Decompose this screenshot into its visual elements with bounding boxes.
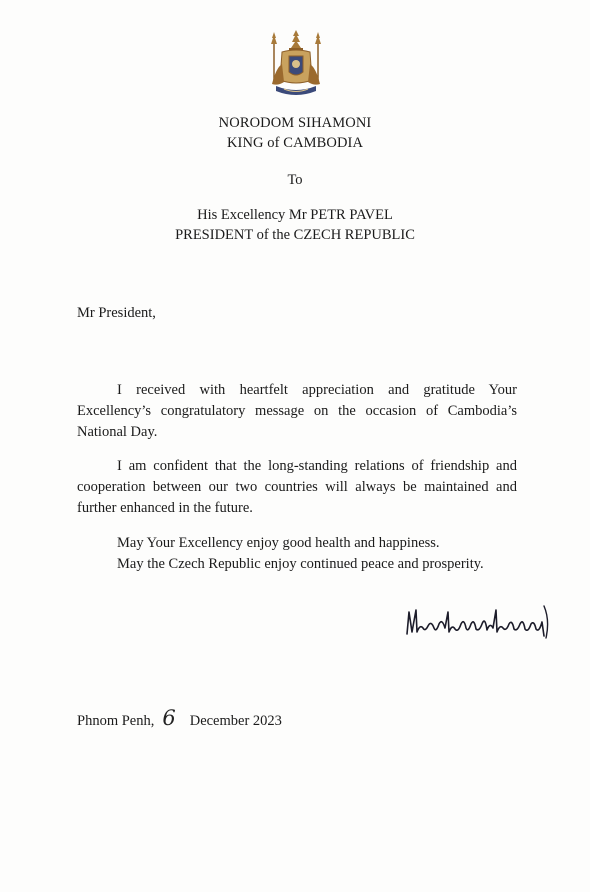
place-label: Phnom Penh,: [77, 713, 155, 729]
month-year: December 2023: [189, 713, 282, 729]
royal-coat-of-arms-icon: [262, 28, 330, 100]
closing-wishes: [117, 533, 484, 575]
sender-name: NORODOM SIHAMONI: [218, 115, 372, 131]
date-line: [77, 706, 282, 730]
recipient-title: PRESIDENT of the CZECH REPUBLIC: [175, 227, 415, 243]
body-paragraph-1: I received with heartfelt appreciation and gratitude Your Excellency’s congratulatory message on the occasion of Cambodia’s National Day.: [77, 382, 517, 440]
sender-block: [0, 113, 590, 153]
wish-line-1: May Your Excellency enjoy good health and happiness.: [117, 535, 440, 551]
recipient-block: [0, 205, 590, 245]
handwritten-day: 6: [162, 706, 176, 730]
handwritten-signature-icon: [404, 602, 554, 640]
salutation: Mr President,: [77, 305, 156, 321]
body-paragraph-2: I am confident that the long-standing relations of friendship and cooperation between our two countries will always be maintained and further enhanced in the future.: [77, 458, 517, 516]
to-label: To: [287, 172, 303, 188]
sender-title: KING of CAMBODIA: [226, 135, 364, 151]
recipient-name: His Excellency Mr PETR PAVEL: [197, 207, 393, 223]
wish-line-2: May the Czech Republic enjoy continued peace and prosperity.: [117, 556, 484, 572]
